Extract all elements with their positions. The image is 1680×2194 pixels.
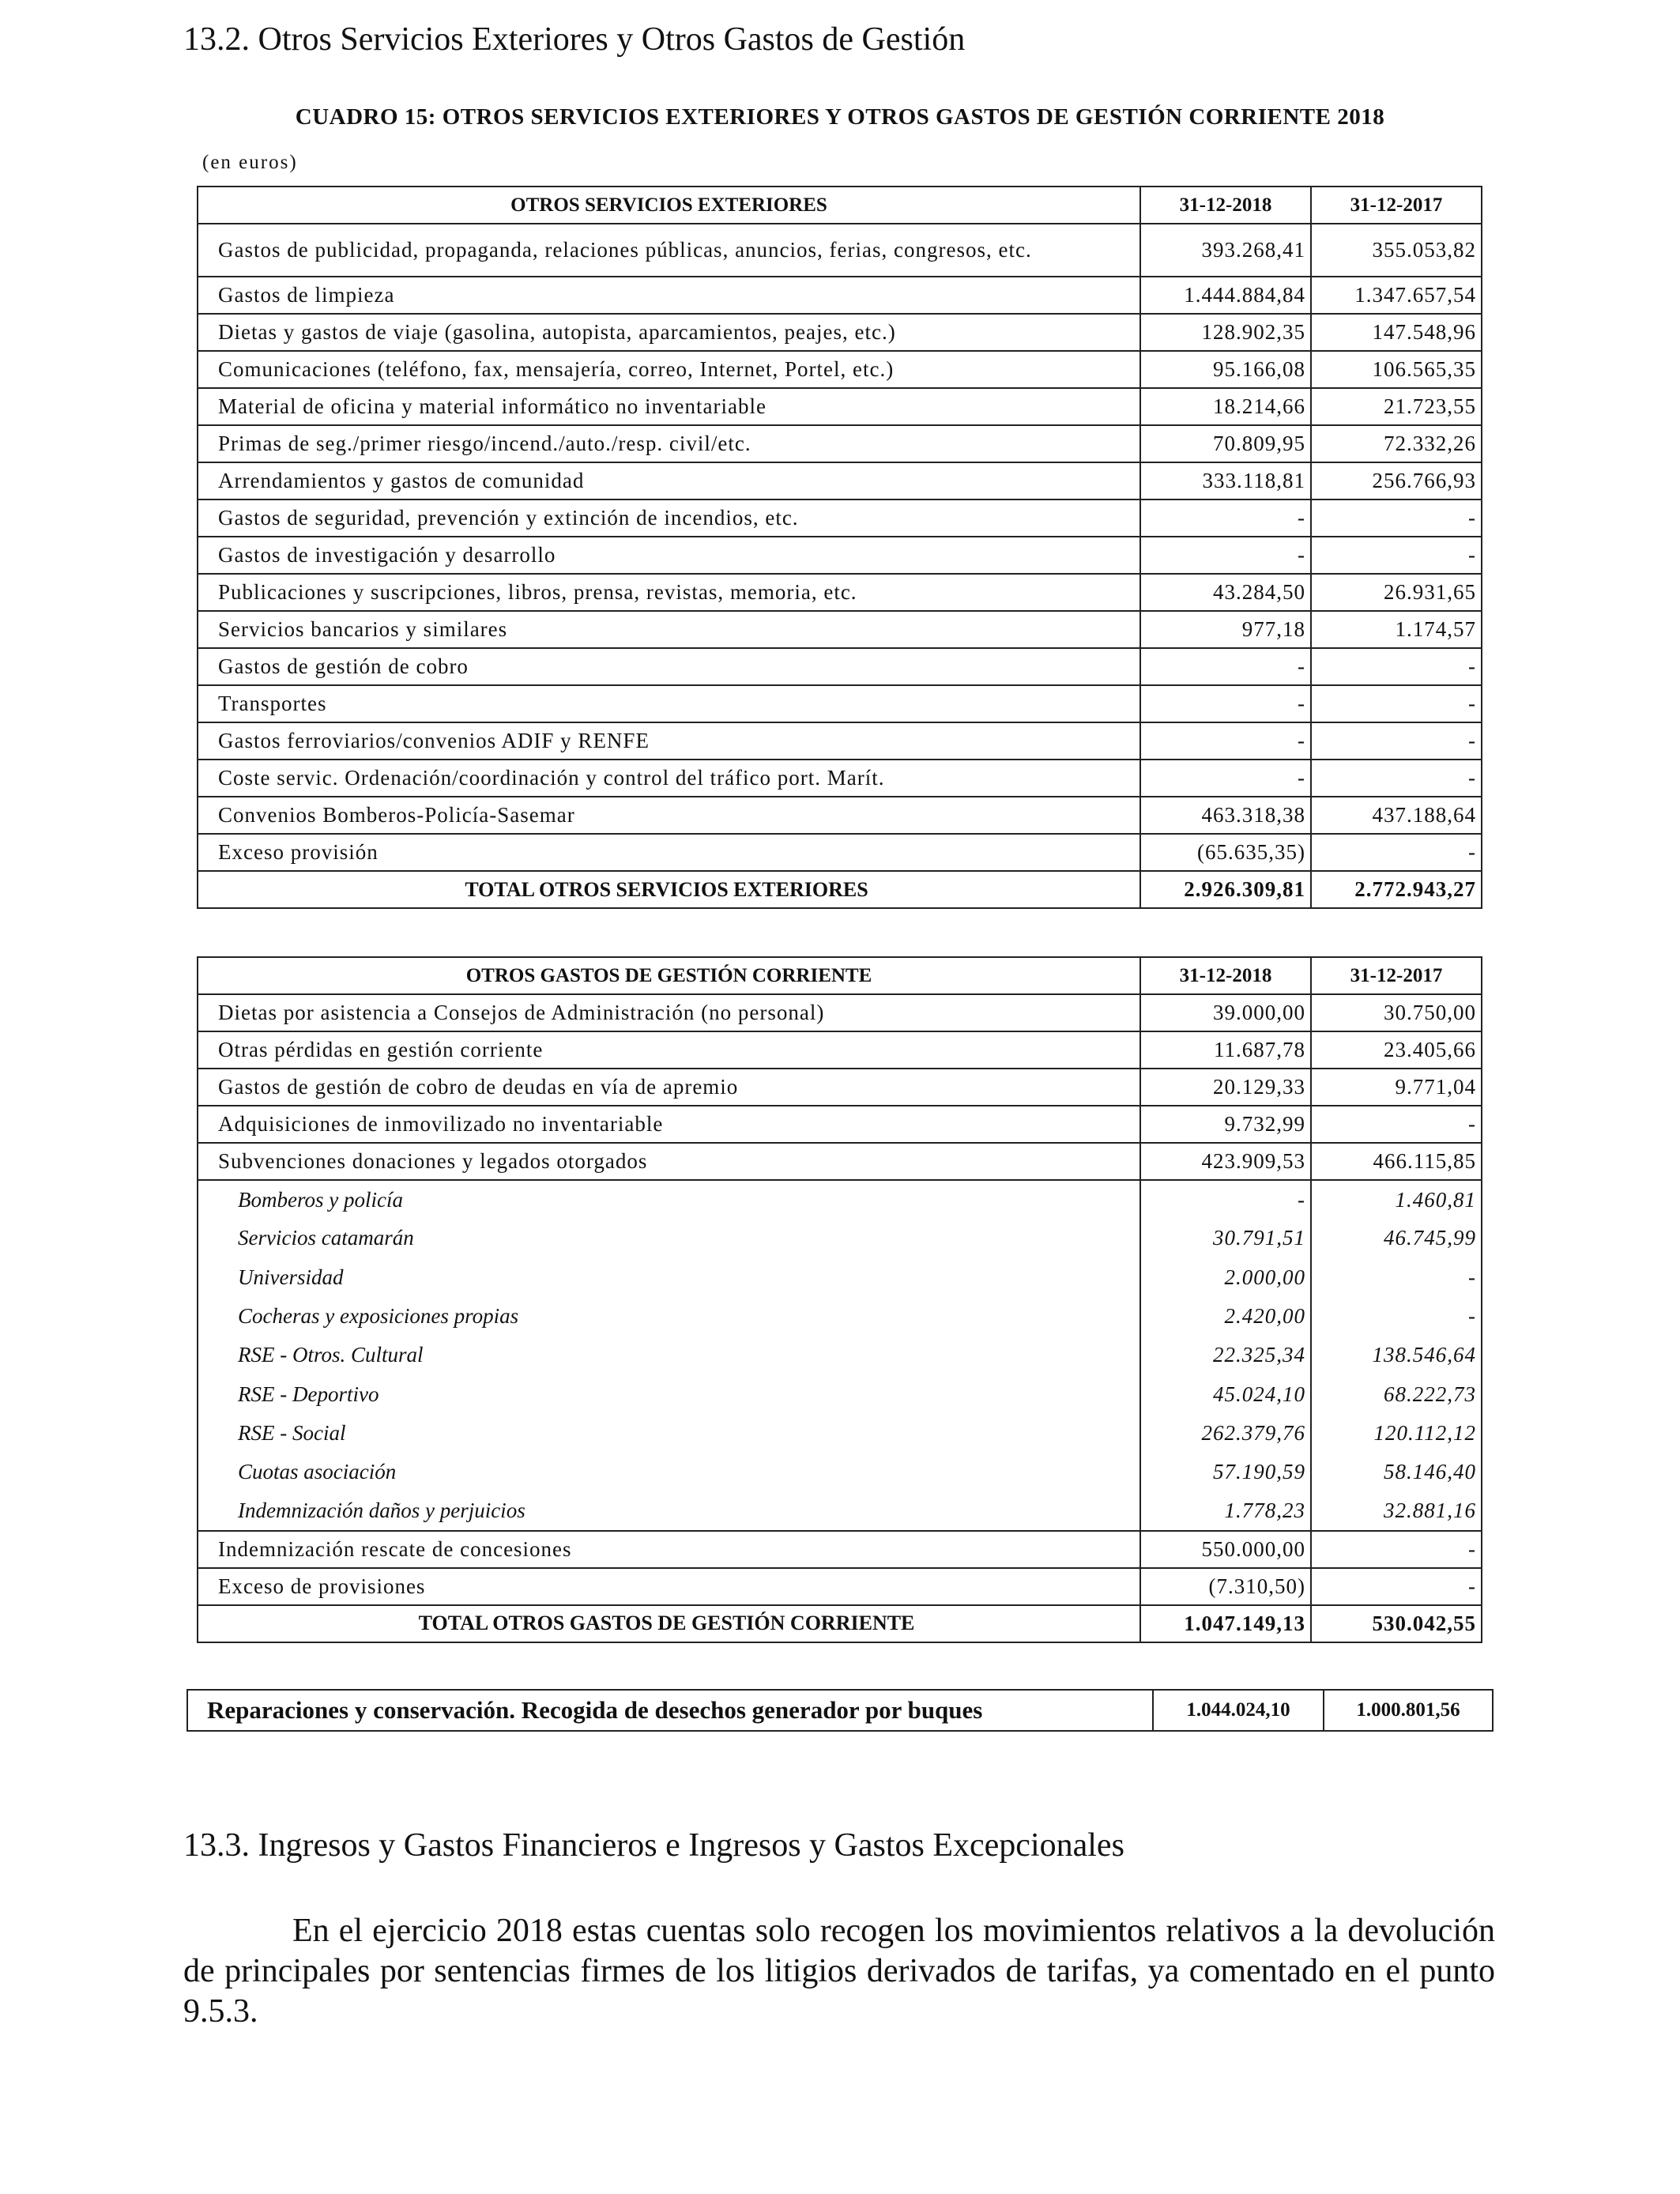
- table-row: [198, 1143, 1482, 1180]
- value-2017: -: [1311, 1258, 1482, 1297]
- value-2017: -: [1311, 1297, 1482, 1336]
- column-header-2017: 31-12-2017: [1311, 957, 1482, 994]
- row-label: Material de oficina y material informático no inventariable: [198, 388, 1140, 425]
- value-2018: 1.778,23: [1140, 1491, 1311, 1530]
- value-2018: -: [1140, 760, 1311, 797]
- row-label: Gastos de gestión de cobro: [198, 648, 1140, 685]
- column-header-concept: OTROS GASTOS DE GESTIÓN CORRIENTE: [198, 957, 1140, 994]
- value-2017: 58.146,40: [1311, 1453, 1482, 1491]
- table-body: [198, 994, 1482, 1642]
- table-row: [198, 351, 1482, 388]
- row-label: RSE - Otros. Cultural: [198, 1336, 1140, 1374]
- table-row: [198, 1219, 1482, 1257]
- table-row: [198, 1491, 1482, 1530]
- value-2017: -: [1311, 537, 1482, 574]
- value-2017: -: [1311, 722, 1482, 760]
- column-header-2018: 31-12-2018: [1140, 187, 1311, 224]
- row-label: Reparaciones y conservación. Recogida de desechos generador por buques: [187, 1690, 1153, 1731]
- table-row: [198, 1531, 1482, 1568]
- row-label: Exceso de provisiones: [198, 1568, 1140, 1605]
- value-2018: 393.268,41: [1140, 224, 1311, 277]
- table-row: [198, 1453, 1482, 1491]
- value-2017: 1.174,57: [1311, 611, 1482, 648]
- value-2018: 423.909,53: [1140, 1143, 1311, 1180]
- row-label: Convenios Bomberos-Policía-Sasemar: [198, 797, 1140, 834]
- value-2017: 2.772.943,27: [1311, 871, 1482, 908]
- value-2018: 70.809,95: [1140, 425, 1311, 462]
- table-row: [198, 1180, 1482, 1219]
- units-note: (en euros): [202, 152, 298, 173]
- table-row: [198, 1106, 1482, 1143]
- value-2018: 1.044.024,10: [1153, 1690, 1324, 1731]
- value-2018: -: [1140, 537, 1311, 574]
- value-2018: 95.166,08: [1140, 351, 1311, 388]
- value-2017: 1.000.801,56: [1324, 1690, 1493, 1731]
- row-label: Coste servic. Ordenación/coordinación y control del tráfico port. Marít.: [198, 760, 1140, 797]
- row-label: Exceso provisión: [198, 834, 1140, 871]
- value-2018: 977,18: [1140, 611, 1311, 648]
- row-label: Cocheras y exposiciones propias: [198, 1297, 1140, 1336]
- value-2017: 466.115,85: [1311, 1143, 1482, 1180]
- section-heading: 13.3. Ingresos y Gastos Financieros e Ingresos y Gastos Excepcionales: [183, 1827, 1124, 1864]
- table-caption: CUADRO 15: OTROS SERVICIOS EXTERIORES Y OTROS GASTOS DE GESTIÓN CORRIENTE 2018: [295, 104, 1385, 130]
- value-2017: 138.546,64: [1311, 1336, 1482, 1374]
- table-row: [198, 537, 1482, 574]
- table-row: [198, 1414, 1482, 1453]
- row-label: Arrendamientos y gastos de comunidad: [198, 462, 1140, 499]
- value-2018: 128.902,35: [1140, 314, 1311, 351]
- value-2017: 120.112,12: [1311, 1414, 1482, 1453]
- value-2018: 2.000,00: [1140, 1258, 1311, 1297]
- value-2017: 147.548,96: [1311, 314, 1482, 351]
- table-row: [198, 388, 1482, 425]
- value-2018: (65.635,35): [1140, 834, 1311, 871]
- value-2018: 45.024,10: [1140, 1374, 1311, 1413]
- value-2018: (7.310,50): [1140, 1568, 1311, 1605]
- row-label: Servicios catamarán: [198, 1219, 1140, 1257]
- value-2017: 68.222,73: [1311, 1374, 1482, 1413]
- value-2017: -: [1311, 760, 1482, 797]
- row-label: Bomberos y policía: [198, 1180, 1140, 1219]
- otros-gastos-gestion-table: [197, 956, 1482, 1643]
- row-label: TOTAL OTROS GASTOS DE GESTIÓN CORRIENTE: [198, 1605, 1140, 1642]
- row-label: Primas de seg./primer riesgo/incend./auto./resp. civil/etc.: [198, 425, 1140, 462]
- value-2018: 333.118,81: [1140, 462, 1311, 499]
- table-row: [198, 499, 1482, 537]
- row-label: Publicaciones y suscripciones, libros, prensa, revistas, memoria, etc.: [198, 574, 1140, 611]
- value-2017: -: [1311, 685, 1482, 722]
- value-2017: 9.771,04: [1311, 1069, 1482, 1106]
- value-2017: -: [1311, 834, 1482, 871]
- table-row: [198, 277, 1482, 314]
- value-2017: 106.565,35: [1311, 351, 1482, 388]
- value-2018: 1.444.884,84: [1140, 277, 1311, 314]
- column-header-2017: 31-12-2017: [1311, 187, 1482, 224]
- table-row: [198, 1605, 1482, 1642]
- value-2018: 20.129,33: [1140, 1069, 1311, 1106]
- table-row: [198, 611, 1482, 648]
- otros-servicios-exteriores-table: [197, 186, 1482, 909]
- row-label: Indemnización rescate de concesiones: [198, 1531, 1140, 1568]
- table-row: [198, 722, 1482, 760]
- value-2017: 1.460,81: [1311, 1180, 1482, 1219]
- table-row: [198, 462, 1482, 499]
- value-2017: 21.723,55: [1311, 388, 1482, 425]
- row-label: Dietas y gastos de viaje (gasolina, autopista, aparcamientos, peajes, etc.): [198, 314, 1140, 351]
- value-2018: 550.000,00: [1140, 1531, 1311, 1568]
- row-label: Otras pérdidas en gestión corriente: [198, 1031, 1140, 1069]
- value-2018: 18.214,66: [1140, 388, 1311, 425]
- row-label: Comunicaciones (teléfono, fax, mensajería, correo, Internet, Portel, etc.): [198, 351, 1140, 388]
- row-label: Gastos de gestión de cobro de deudas en vía de apremio: [198, 1069, 1140, 1106]
- value-2017: 437.188,64: [1311, 797, 1482, 834]
- table-row: [198, 314, 1482, 351]
- table-row: [198, 994, 1482, 1031]
- value-2017: -: [1311, 1106, 1482, 1143]
- table-row: [198, 1374, 1482, 1413]
- row-label: RSE - Deportivo: [198, 1374, 1140, 1413]
- table-row: [198, 685, 1482, 722]
- reparaciones-table: [186, 1689, 1494, 1732]
- row-label: Transportes: [198, 685, 1140, 722]
- value-2017: 355.053,82: [1311, 224, 1482, 277]
- value-2018: 463.318,38: [1140, 797, 1311, 834]
- row-label: Gastos de investigación y desarrollo: [198, 537, 1140, 574]
- column-header-concept: OTROS SERVICIOS EXTERIORES: [198, 187, 1140, 224]
- row-label: Subvenciones donaciones y legados otorgados: [198, 1143, 1140, 1180]
- table-row: [198, 574, 1482, 611]
- value-2017: -: [1311, 648, 1482, 685]
- row-label: Gastos de seguridad, prevención y extinción de incendios, etc.: [198, 499, 1140, 537]
- value-2017: 256.766,93: [1311, 462, 1482, 499]
- value-2018: 39.000,00: [1140, 994, 1311, 1031]
- table-row: [198, 224, 1482, 277]
- table-header-row: [198, 187, 1482, 224]
- row-label: Gastos de limpieza: [198, 277, 1140, 314]
- body-paragraph: En el ejercicio 2018 estas cuentas solo recogen los movimientos relativos a la devolución de principales por sentencias firmes de los litigios derivados de tarifas, ya comentado en el punto 9.5.3.: [183, 1913, 1495, 2030]
- row-label: Gastos ferroviarios/convenios ADIF y RENFE: [198, 722, 1140, 760]
- value-2018: 22.325,34: [1140, 1336, 1311, 1374]
- row-label: Universidad: [198, 1258, 1140, 1297]
- value-2018: 57.190,59: [1140, 1453, 1311, 1491]
- value-2017: -: [1311, 1568, 1482, 1605]
- value-2017: 26.931,65: [1311, 574, 1482, 611]
- value-2017: 30.750,00: [1311, 994, 1482, 1031]
- value-2017: 530.042,55: [1311, 1605, 1482, 1642]
- table-row: [198, 1336, 1482, 1374]
- value-2017: 1.347.657,54: [1311, 277, 1482, 314]
- value-2018: 2.420,00: [1140, 1297, 1311, 1336]
- row-label: Cuotas asociación: [198, 1453, 1140, 1491]
- table-row: [198, 1031, 1482, 1069]
- row-label: Gastos de publicidad, propaganda, relaciones públicas, anuncios, ferias, congresos, etc.: [198, 224, 1140, 277]
- table-row: [198, 760, 1482, 797]
- table-row: [198, 871, 1482, 908]
- value-2018: -: [1140, 499, 1311, 537]
- table-row: [198, 797, 1482, 834]
- table-header-row: [198, 957, 1482, 994]
- value-2018: 9.732,99: [1140, 1106, 1311, 1143]
- table-body: [198, 224, 1482, 908]
- column-header-2018: 31-12-2018: [1140, 957, 1311, 994]
- value-2018: -: [1140, 685, 1311, 722]
- value-2017: 32.881,16: [1311, 1491, 1482, 1530]
- value-2018: -: [1140, 648, 1311, 685]
- value-2018: 1.047.149,13: [1140, 1605, 1311, 1642]
- value-2017: -: [1311, 499, 1482, 537]
- value-2018: 262.379,76: [1140, 1414, 1311, 1453]
- row-label: RSE - Social: [198, 1414, 1140, 1453]
- row-label: Servicios bancarios y similares: [198, 611, 1140, 648]
- value-2018: 43.284,50: [1140, 574, 1311, 611]
- table-row: [198, 1297, 1482, 1336]
- value-2018: -: [1140, 722, 1311, 760]
- row-label: Dietas por asistencia a Consejos de Administración (no personal): [198, 994, 1140, 1031]
- table-row: [198, 425, 1482, 462]
- row-label: Adquisiciones de inmovilizado no inventariable: [198, 1106, 1140, 1143]
- table-row: [198, 1069, 1482, 1106]
- section-heading: 13.2. Otros Servicios Exteriores y Otros Gastos de Gestión: [183, 21, 966, 58]
- table-row: [198, 1568, 1482, 1605]
- value-2017: 72.332,26: [1311, 425, 1482, 462]
- value-2018: -: [1140, 1180, 1311, 1219]
- row-label: Indemnización daños y perjuicios: [198, 1491, 1140, 1530]
- table-row: [198, 648, 1482, 685]
- row-label: TOTAL OTROS SERVICIOS EXTERIORES: [198, 871, 1140, 908]
- value-2018: 30.791,51: [1140, 1219, 1311, 1257]
- value-2017: -: [1311, 1531, 1482, 1568]
- value-2017: 46.745,99: [1311, 1219, 1482, 1257]
- value-2018: 11.687,78: [1140, 1031, 1311, 1069]
- value-2018: 2.926.309,81: [1140, 871, 1311, 908]
- table-row: [187, 1690, 1493, 1731]
- table-row: [198, 1258, 1482, 1297]
- table-row: [198, 834, 1482, 871]
- value-2017: 23.405,66: [1311, 1031, 1482, 1069]
